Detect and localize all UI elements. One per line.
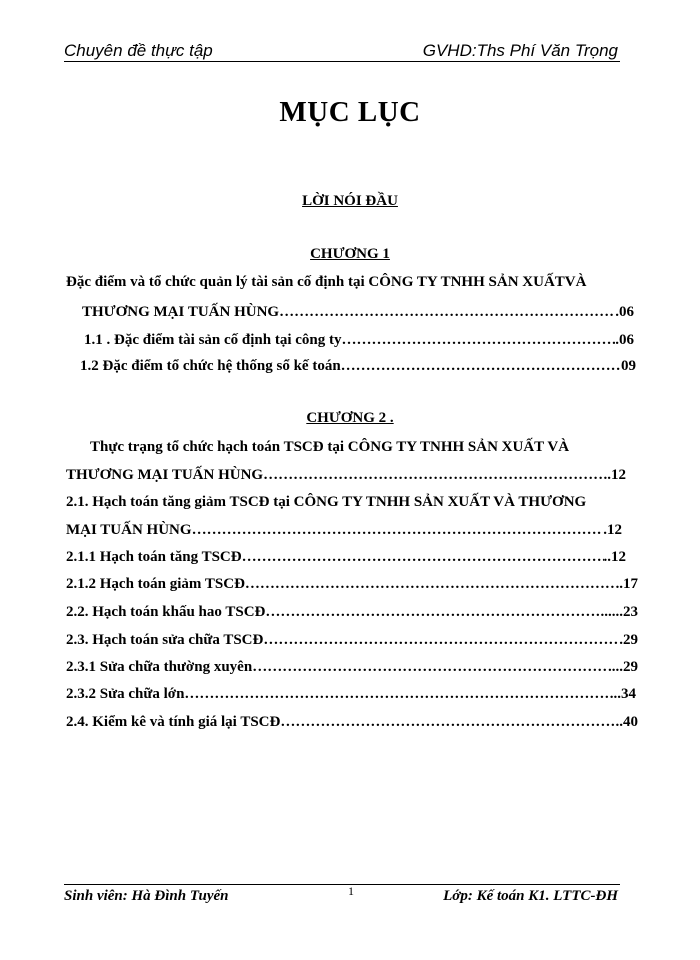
footer-class: Lớp: Kế toán K1. LTTC-ĐH [443, 888, 618, 904]
toc-entry-2-4 [66, 714, 638, 731]
toc-leader [263, 467, 603, 484]
page-number: 1 [348, 884, 354, 898]
page-title: MỤC LỤC [279, 96, 421, 128]
toc-leader [245, 576, 619, 593]
preface-heading [0, 193, 700, 210]
toc-leader [252, 659, 608, 676]
chapter2-title-line1: Thực trạng tổ chức hạch toán TSCĐ tại CÔNG TY TNHH SẢN XUẤT VÀ [90, 439, 570, 455]
toc-entry-label: 2.1.2 Hạch toán giảm TSCĐ [66, 576, 245, 592]
toc-entry-2-3-1 [66, 659, 638, 676]
footer-student: Sinh viên: Hà Đình Tuyến [64, 888, 229, 904]
toc-entry-2-1-2 [66, 576, 638, 593]
toc-entry-1-1 [84, 332, 634, 349]
chapter1-label: CHƯƠNG 1 [310, 246, 390, 262]
toc-entry-page: ..12 [603, 467, 626, 483]
toc-entry-page: ....29 [608, 659, 638, 675]
toc-entry-2-2 [66, 604, 638, 621]
toc-leader [280, 714, 615, 731]
header-divider [64, 61, 620, 62]
toc-entry-page: .06 [615, 332, 634, 348]
toc-entry-2-3 [66, 632, 638, 649]
footer-divider [64, 884, 620, 885]
header-right: GVHD:Ths Phí Văn Trọng [422, 41, 618, 60]
toc-entry-label: THƯƠNG MẠI TUẤN HÙNG [82, 304, 280, 320]
toc-entry-label: THƯƠNG MẠI TUẤN HÙNG [66, 467, 264, 483]
toc-entry-2-1 [66, 522, 622, 539]
toc-entry-2-3-2 [66, 686, 636, 703]
toc-entry-page: ......23 [600, 604, 638, 620]
toc-entry-label: 2.3.1 Sửa chữa thường xuyên [66, 659, 253, 675]
toc-entry-1-2 [80, 358, 636, 375]
preface-label: LỜI NÓI ĐẦU [302, 193, 398, 209]
toc-leader [263, 632, 619, 649]
toc-leader [184, 686, 609, 703]
toc-entry-page: 09 [621, 358, 636, 374]
chapter2-label: CHƯƠNG 2 . [306, 410, 394, 426]
toc-entry-page: .06 [615, 304, 634, 320]
toc-leader [192, 522, 604, 539]
toc-entry-2-1-1 [66, 549, 626, 566]
chapter2-heading [0, 410, 700, 427]
toc-entry-page: ..12 [603, 549, 626, 565]
toc-entry-label: 2.2. Hạch toán khấu hao TSCĐ [66, 604, 266, 620]
header-left: Chuyên đề thực tập [64, 41, 213, 60]
toc-leader [242, 549, 604, 566]
toc-entry-label: 1.2 Đặc điểm tổ chức hệ thống sổ kế toán [80, 358, 341, 374]
chapter1-heading [0, 246, 700, 263]
toc-entry-2-1-line1: 2.1. Hạch toán tăng giảm TSCĐ tại CÔNG TY TNHH SẢN XUẤT VÀ THƯƠNG [66, 494, 587, 510]
toc-leader [265, 604, 600, 621]
toc-entry-label: 2.3. Hạch toán sửa chữa TSCĐ [66, 632, 264, 648]
toc-entry-label: 1.1 . Đặc điểm tài sản cố định tại công ty [84, 332, 342, 348]
toc-entry-chapter2 [66, 467, 626, 484]
toc-leader [342, 332, 616, 349]
toc-entry-label: MẠI TUẤN HÙNG [66, 522, 192, 538]
chapter1-title-line1: Đặc điểm và tổ chức quản lý tài sản cố định tại CÔNG TY TNHH SẢN XUẤTVÀ [66, 274, 587, 290]
toc-entry-page: .29 [619, 632, 638, 648]
toc-entry-page: ...34 [609, 686, 636, 702]
toc-leader [341, 358, 621, 375]
toc-entry-page: ..40 [615, 714, 638, 730]
toc-entry-label: 2.3.2 Sửa chữa lớn [66, 686, 185, 702]
toc-entry-label: 2.4. Kiểm kê và tính giá lại TSCĐ [66, 714, 281, 730]
toc-entry-page: .12 [603, 522, 622, 538]
toc-leader [279, 304, 615, 321]
toc-entry-label: 2.1.1 Hạch toán tăng TSCĐ [66, 549, 242, 565]
toc-entry-page: .17 [619, 576, 638, 592]
toc-entry-chapter1 [82, 304, 634, 321]
